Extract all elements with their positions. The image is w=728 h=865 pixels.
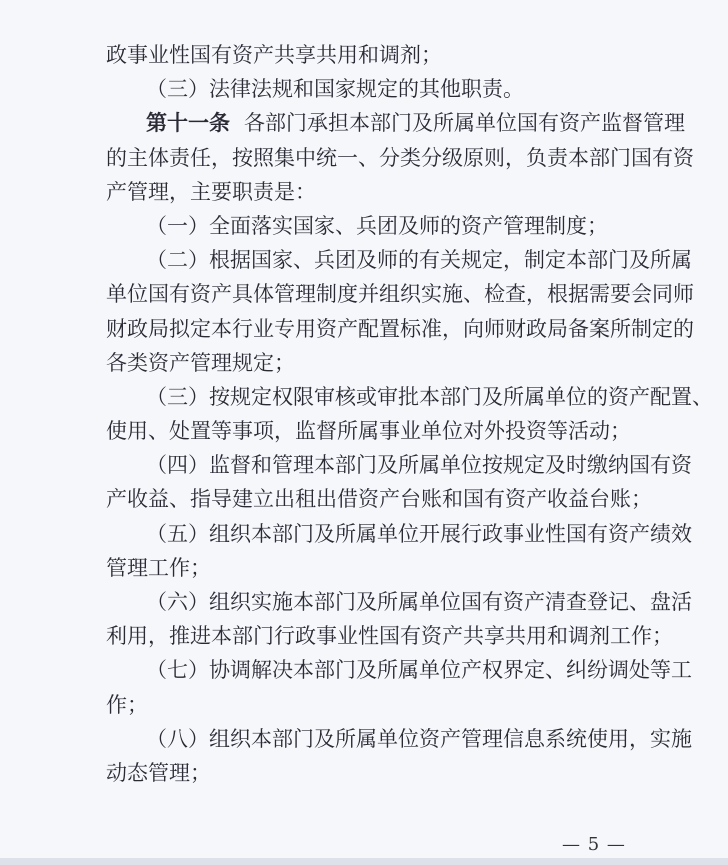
- text-line: [106, 756, 652, 790]
- text-line: [106, 551, 652, 585]
- line-text: 的主体责任，按照集中统一、分类分级原则，负责本部门国有资: [106, 145, 694, 170]
- line-text: （一）全面落实国家、兵团及师的资产管理制度；: [146, 213, 608, 238]
- article-heading: 第十一条: [146, 111, 230, 136]
- line-text: 管理工作；: [106, 555, 211, 580]
- text-line: [106, 106, 685, 140]
- text-line: [106, 141, 694, 175]
- line-text: 利用，推进本部门行政事业性国有资产共享共用和调剂工作；: [106, 624, 673, 649]
- document-body: [106, 38, 713, 790]
- text-line: [106, 243, 692, 277]
- text-line: [106, 72, 652, 106]
- text-line: [106, 482, 652, 516]
- text-line: [106, 414, 652, 448]
- line-text: （五）组织本部门及所属单位开展行政事业性国有资产绩效: [146, 521, 692, 546]
- text-line: [106, 277, 694, 311]
- text-line: [106, 688, 652, 722]
- line-text: 产管理，主要职责是：: [106, 179, 316, 204]
- text-line: [106, 209, 652, 243]
- line-text: 产收益、指导建立出租出借资产台账和国有资产收益台账；: [106, 487, 652, 512]
- line-text: （二）根据国家、兵团及师的有关规定，制定本部门及所属: [146, 248, 692, 273]
- text-line: [106, 175, 652, 209]
- line-text: （六）组织实施本部门及所属单位国有资产清查登记、盘活: [146, 590, 692, 614]
- text-line: [106, 346, 652, 380]
- line-text: （八）组织本部门及所属单位资产管理信息系统使用，实施: [146, 726, 692, 751]
- line-text: 各类资产管理规定；: [106, 350, 295, 375]
- text-line: [106, 38, 652, 72]
- line-text: 政事业性国有资产共享共用和调剂；: [106, 43, 442, 67]
- text-line: [106, 448, 692, 482]
- text-line: [106, 517, 692, 551]
- line-text: 动态管理；: [106, 760, 211, 785]
- text-line: [106, 312, 694, 346]
- line-text: 单位国有资产具体管理制度并组织实施、检查，根据需要会同师: [106, 282, 694, 307]
- line-text: （四）监督和管理本部门及所属单位按规定及时缴纳国有资: [146, 453, 692, 478]
- text-line: [106, 722, 692, 756]
- line-text: （七）协调解决本部门及所属单位产权界定、纠纷调处等工: [146, 658, 692, 683]
- text-line: [106, 653, 692, 687]
- line-text: 使用、处置等事项，监督所属事业单位对外投资等活动；: [106, 419, 631, 444]
- line-text: （三）法律法规和国家规定的其他职责。: [146, 77, 524, 102]
- line-text: 财政局拟定本行业专用资产配置标准，向师财政局备案所制定的: [106, 316, 694, 341]
- line-text: 作；: [106, 692, 148, 717]
- page-bottom-edge: [0, 858, 728, 865]
- page-number: — 5 —: [562, 834, 626, 855]
- text-line: [106, 380, 713, 414]
- line-text: 各部门承担本部门及所属单位国有资产监督管理: [244, 111, 685, 136]
- line-text: （三）按规定权限审核或审批本部门及所属单位的资产配置、: [146, 384, 713, 409]
- text-line: [106, 585, 692, 619]
- text-line: [106, 619, 673, 653]
